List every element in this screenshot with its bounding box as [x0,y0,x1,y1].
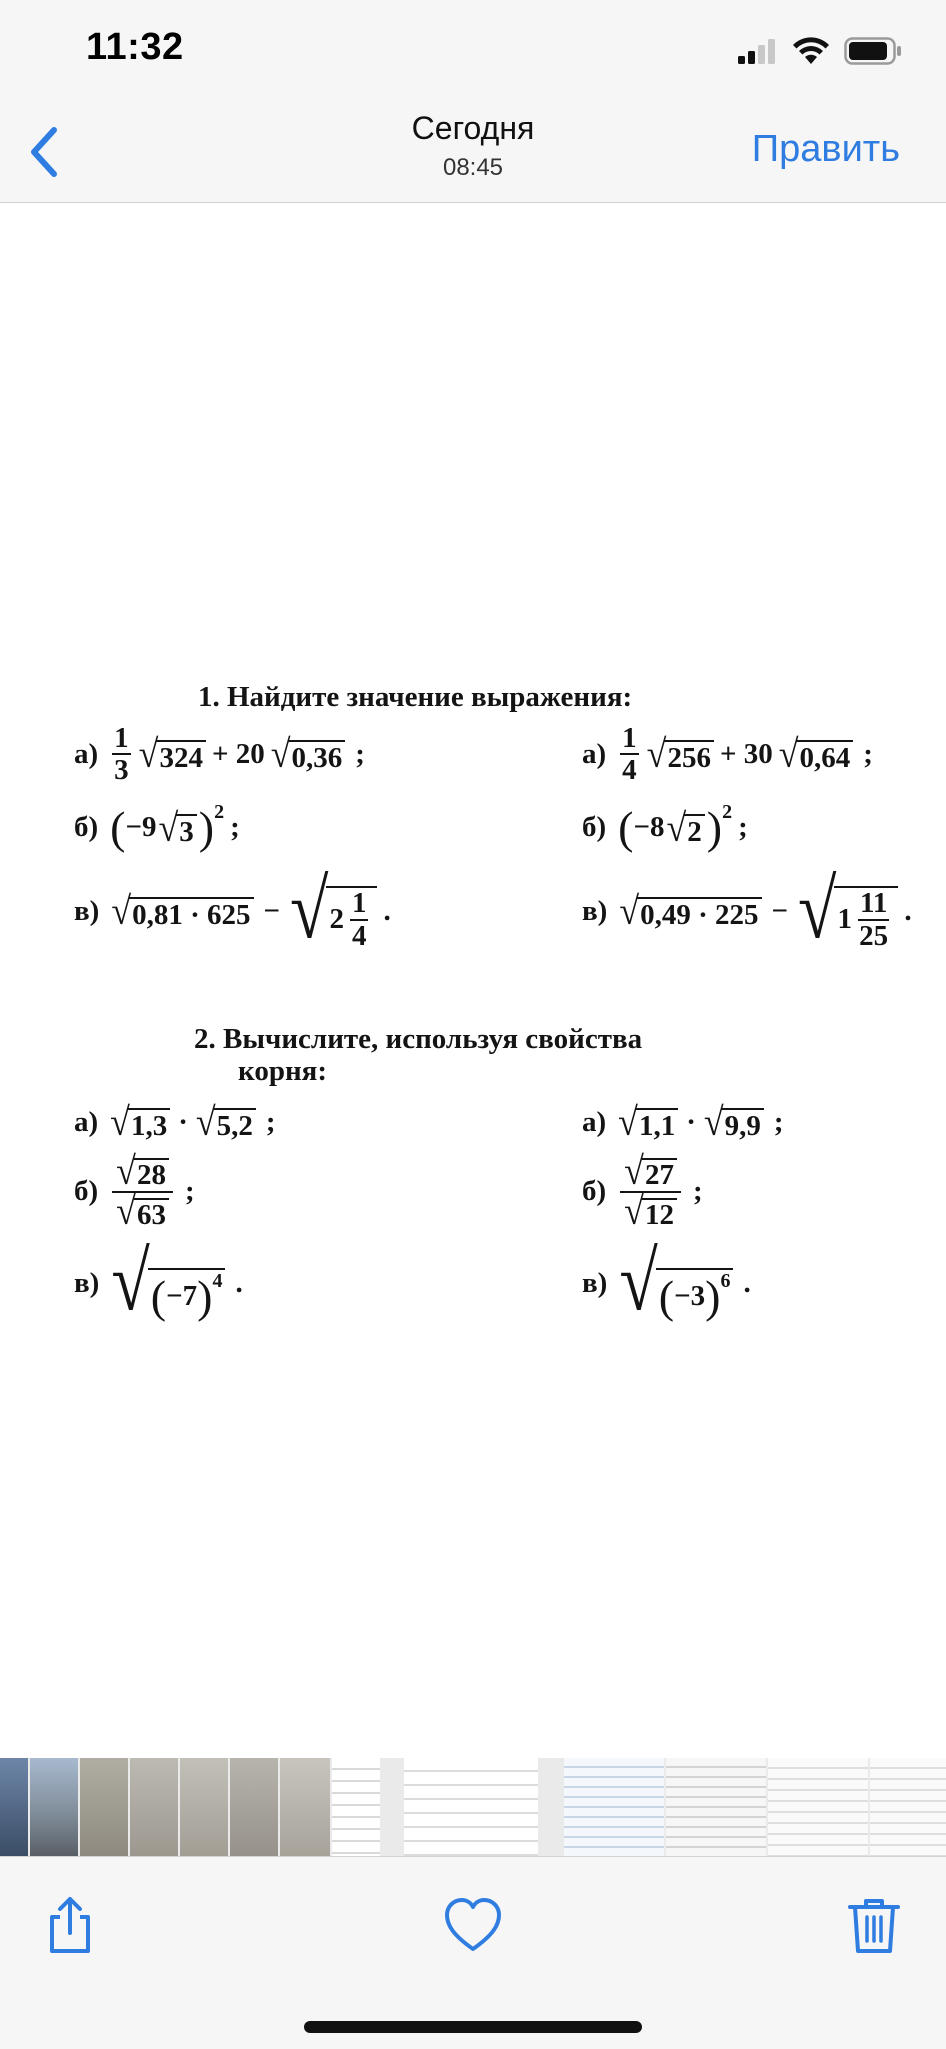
task2-right-b: б) √ 27 √ 12 ; [582,1148,703,1233]
task2-left-b: б) √ 28 √ 63 ; [74,1148,195,1233]
thumbnail[interactable] [0,1758,28,1856]
nav-title: Сегодня [411,110,535,146]
thumbnail[interactable] [332,1758,380,1856]
top-bar [0,0,946,203]
worksheet-photo [0,203,946,1755]
thumbnail[interactable] [80,1758,128,1856]
thumbnail[interactable] [564,1758,664,1856]
task2-right-v: в) √ ( −3 ) $^6$ . [582,1236,751,1329]
wifi-icon [792,37,830,65]
status-icons [738,34,902,68]
task1-right-v: в) √ 0,49 · 225 − √ 1 $\frac{11}{25}$ . [582,864,912,957]
task2-heading-line1: 2. Вычислите, используя свойства [194,1023,643,1055]
thumbnail[interactable] [30,1758,78,1856]
trash-icon[interactable] [842,1893,906,1957]
task2-right-a: а) √ 1,1 · √ 9,9 ; [582,1100,784,1144]
thumbnail[interactable] [870,1758,946,1856]
task1-left-a: а) $\frac{1}{3}$ √ 324 + 20 √ 0,36 ; [74,722,365,787]
thumbnail[interactable] [768,1758,868,1856]
heart-icon[interactable] [441,1893,505,1957]
task1-left-v: в) √ 0,81 · 625 − √ 2 $\frac{1}{4}$ . [74,864,391,957]
cellular-signal-icon [738,38,778,64]
thumbnail[interactable] [230,1758,278,1856]
home-indicator[interactable] [304,2021,642,2033]
share-icon[interactable] [38,1893,102,1957]
thumbnail-strip[interactable] [0,1758,946,1856]
thumbnail[interactable] [130,1758,178,1856]
nav-subtitle: 08:45 [442,154,504,181]
task1-right-b: б) ( −8 √ 2 ) $^2$ ; [582,801,748,853]
thumbnail[interactable] [180,1758,228,1856]
thumbnail[interactable] [280,1758,330,1856]
task1-right-a: а) $\frac{1}{4}$ √ 256 + 30 √ 0,64 ; [582,722,873,787]
thumbnail-current[interactable] [404,1758,538,1856]
thumbnail[interactable] [666,1758,766,1856]
status-time: 11:32 [86,26,184,68]
task1-left-b: б) ( −9 √ 3 ) $^2$ ; [74,801,240,853]
photo-view[interactable] [0,203,946,1755]
battery-icon [844,37,902,65]
task2-left-a: а) √ 1,3 · √ 5,2 ; [74,1100,276,1144]
task1-heading: 1. Найдите значение выражения: [198,681,633,713]
task2-heading-line2: корня: [238,1055,328,1087]
edit-button[interactable]: Править [751,128,900,170]
task2-left-v: в) √ ( −7 ) $^4$ . [74,1236,243,1329]
bottom-toolbar [0,1856,946,2049]
